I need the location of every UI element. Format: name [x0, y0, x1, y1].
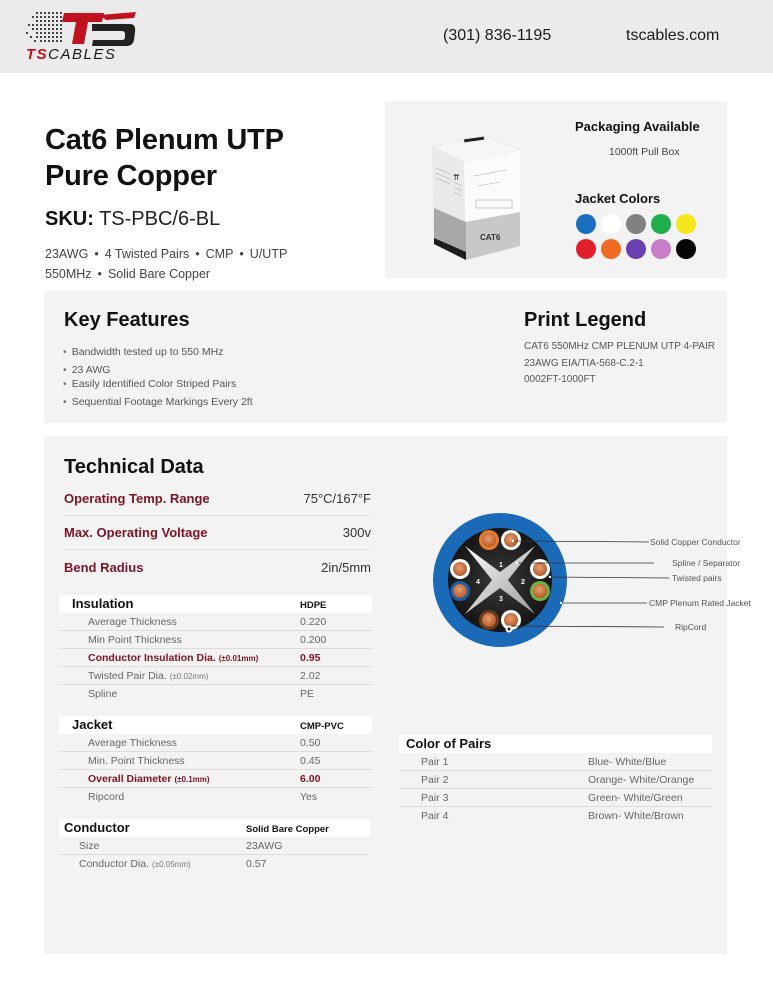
- table-row-highlight: [59, 649, 372, 667]
- jacket-color-swatches: [576, 214, 701, 259]
- bullet-separator: •: [94, 247, 99, 261]
- technical-data-panel: [44, 436, 751, 954]
- label-text: Conductor Dia.: [79, 858, 150, 870]
- row-label: [79, 840, 99, 852]
- row-value: 6.00: [300, 773, 321, 785]
- print-legend-text: [524, 339, 715, 389]
- logo-wordmark: [26, 46, 116, 63]
- phone-number[interactable]: (301) 836-1195: [443, 27, 552, 44]
- spec-shielding: U/UTP: [249, 247, 288, 261]
- color-swatch-black[interactable]: [676, 239, 696, 259]
- pair-colors: Green- White/Green: [588, 792, 683, 804]
- pair-number-1: 1: [499, 562, 503, 569]
- table-row: [59, 631, 372, 649]
- table-row: [399, 771, 712, 789]
- packaging-panel: [385, 101, 727, 278]
- color-swatch-pink[interactable]: [651, 239, 671, 259]
- label-ripcord: RipCord: [675, 622, 707, 632]
- sku-label: SKU:: [45, 208, 94, 230]
- row-label: [79, 858, 191, 870]
- conductor-table: [59, 819, 370, 873]
- label-cmp-plenum-jacket: CMP Plenum Rated Jacket: [649, 598, 751, 608]
- color-swatch-purple[interactable]: [626, 239, 646, 259]
- color-swatch-green[interactable]: [651, 214, 671, 234]
- table-row: [399, 753, 712, 771]
- website-link[interactable]: tscables.com: [626, 27, 720, 44]
- spec-awg: 23AWG: [45, 247, 89, 261]
- spec-frequency: 550MHz: [45, 267, 92, 281]
- spec-summary: [45, 244, 287, 284]
- key-features-list: [63, 345, 253, 409]
- jacket-table: [59, 716, 372, 806]
- rating-row-voltage: [64, 516, 371, 550]
- row-value: PE: [300, 688, 315, 700]
- rating-row-bend-radius: [64, 550, 371, 584]
- table-header: [59, 716, 372, 734]
- row-label: [88, 791, 124, 803]
- packaging-option: 1000ft Pull Box: [609, 146, 680, 158]
- table-row: [399, 807, 712, 825]
- rating-label: Operating Temp. Range: [64, 491, 210, 506]
- label-text: Ripcord: [88, 791, 125, 803]
- insulation-table: [59, 595, 372, 703]
- pair-colors: Blue- White/Blue: [588, 756, 667, 768]
- print-legend-line: 23AWG EIA/TIA-568-C.2-1: [524, 357, 644, 369]
- row-value: 0.200: [300, 634, 327, 646]
- table-row: [59, 837, 370, 855]
- print-legend-title: Print Legend: [524, 309, 647, 331]
- color-swatch-orange[interactable]: [601, 239, 621, 259]
- bullet-separator: •: [195, 247, 200, 261]
- table-row: [59, 734, 372, 752]
- table-row: [59, 667, 372, 685]
- table-row-highlight: [59, 770, 372, 788]
- jacket-colors-title: Jacket Colors: [575, 191, 661, 206]
- cable-cross-section-diagram: [429, 500, 751, 650]
- table-row: [59, 752, 372, 770]
- row-value: Yes: [300, 791, 318, 803]
- feature-item: • 23 AWG: [63, 363, 253, 377]
- row-label: [88, 616, 177, 628]
- row-value: 0.50: [300, 737, 321, 749]
- spec-pairs: 4 Twisted Pairs: [104, 247, 190, 261]
- technical-data-title: Technical Data: [64, 456, 204, 478]
- table-header: [399, 735, 712, 753]
- insulation-title: Insulation: [72, 596, 134, 611]
- row-value: 0.95: [300, 652, 321, 664]
- label-text: Average Thickness: [88, 737, 177, 749]
- pair-number-3: 3: [499, 596, 503, 603]
- conductor-material: Solid Bare Copper: [246, 824, 329, 835]
- key-features-title: Key Features: [64, 309, 190, 331]
- spec-rating: CMP: [205, 247, 234, 261]
- pair-number-2: 2: [521, 579, 525, 586]
- row-value: 0.220: [300, 616, 327, 628]
- pair-colors: Brown- White/Brown: [588, 810, 684, 822]
- logo-cables: CABLES: [48, 46, 117, 63]
- feature-item: • Bandwidth tested up to 550 MHz: [63, 345, 253, 359]
- sku-value: TS-PBC/6-BL: [99, 208, 221, 230]
- row-label: [88, 652, 258, 664]
- key-features-panel: [44, 291, 727, 423]
- svg-text:CAT6: CAT6: [480, 233, 501, 242]
- label-text: Size: [79, 840, 100, 852]
- label-text: Min. Point Thickness: [88, 755, 185, 767]
- sku: [45, 208, 220, 231]
- product-title-line2: Pure Copper: [45, 160, 217, 192]
- rating-value: 75°C/167°F: [303, 491, 371, 506]
- print-legend-line: CAT6 550MHz CMP PLENUM UTP 4-PAIR: [524, 341, 715, 352]
- print-legend-line: 0002FT-1000FT: [524, 374, 596, 385]
- rating-label: Bend Radius: [64, 559, 144, 575]
- label-text: Twisted Pair Dia.: [88, 670, 167, 682]
- table-header: [59, 595, 372, 613]
- pair-label: Pair 1: [421, 756, 449, 768]
- svg-text:⇈: ⇈: [453, 173, 460, 182]
- label-text: Min Point Thickness: [88, 634, 182, 646]
- bullet-separator: •: [97, 267, 102, 281]
- table-row: [59, 685, 372, 703]
- row-label: [88, 737, 177, 749]
- tolerance: (±0.01mm): [218, 654, 259, 663]
- spec-conductor: Solid Bare Copper: [107, 267, 211, 281]
- table-row: [59, 613, 372, 631]
- table-row: [59, 788, 372, 806]
- feature-item: • Easily Identified Color Striped Pairs: [63, 377, 253, 391]
- conductor-title: Conductor: [64, 820, 130, 835]
- color-of-pairs-title: Color of Pairs: [406, 736, 492, 751]
- pair-colors: Orange- White/Orange: [588, 774, 695, 786]
- row-value: 0.45: [300, 755, 321, 767]
- row-label: [88, 670, 208, 682]
- color-swatch-blue[interactable]: [576, 214, 596, 234]
- spec-line-2: [45, 264, 287, 284]
- label-text: Conductor Insulation Dia.: [88, 652, 216, 664]
- label-spline-separator: Spline / Separator: [672, 558, 741, 568]
- rating-value: 300v: [342, 525, 371, 540]
- label-text: Spline: [88, 688, 118, 700]
- feature-item: • Sequential Footage Markings Every 2ft: [63, 395, 253, 409]
- label-twisted-pairs: Twisted pairs: [672, 573, 722, 583]
- table-row: [399, 789, 712, 807]
- row-value: 0.57: [246, 858, 267, 870]
- jacket-material: CMP-PVC: [300, 721, 344, 732]
- pair-label: Pair 3: [421, 792, 449, 804]
- color-swatch-yellow[interactable]: [676, 214, 696, 234]
- color-of-pairs-table: [399, 735, 712, 825]
- color-swatch-white[interactable]: [601, 214, 621, 234]
- bullet-separator: •: [239, 247, 244, 261]
- rating-label: Max. Operating Voltage: [64, 525, 208, 540]
- pair-number-4: 4: [476, 579, 480, 586]
- table-row: [59, 855, 370, 873]
- pair-label: Pair 4: [421, 810, 449, 822]
- spec-line-1: [45, 244, 287, 264]
- row-value: 23AWG: [246, 840, 283, 852]
- row-label: [88, 688, 117, 700]
- jacket-title: Jacket: [72, 717, 113, 732]
- label-text: Average Thickness: [88, 616, 177, 628]
- pair-label: Pair 2: [421, 774, 449, 786]
- packaging-title: Packaging Available: [575, 119, 700, 134]
- insulation-material: HDPE: [300, 600, 327, 611]
- rating-row-temp: [64, 482, 371, 516]
- color-swatch-gray[interactable]: [626, 214, 646, 234]
- color-swatch-red[interactable]: [576, 239, 596, 259]
- label-text: Overall Diameter: [88, 773, 172, 785]
- row-label: [88, 755, 185, 767]
- logo-ts: TS: [26, 46, 49, 63]
- tolerance: (±0.05mm): [152, 860, 191, 869]
- pull-box-image: [420, 136, 527, 264]
- product-title-line1: Cat6 Plenum UTP: [45, 124, 284, 156]
- row-label: [88, 773, 210, 785]
- row-label: [88, 634, 182, 646]
- rating-value: 2in/5mm: [321, 559, 371, 575]
- tolerance: (±0.1mm): [174, 775, 210, 784]
- table-header: [59, 819, 370, 837]
- label-solid-copper-conductor: Solid Copper Conductor: [650, 537, 741, 547]
- row-value: 2.02: [300, 670, 321, 682]
- tolerance: (±0.02mm): [169, 672, 209, 681]
- product-title: [45, 122, 284, 194]
- page-header: [0, 0, 773, 73]
